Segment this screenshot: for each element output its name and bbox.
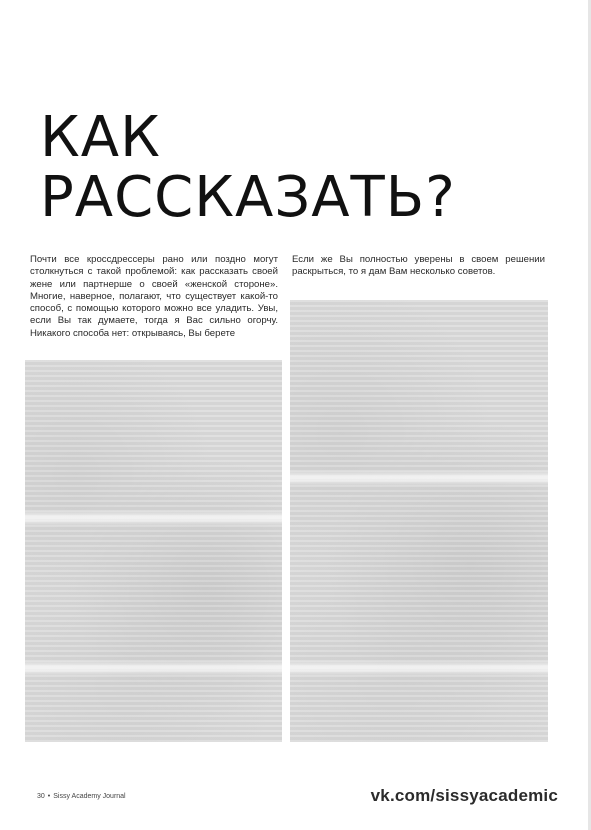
article-title [40, 105, 456, 230]
blurred-content-right [290, 300, 548, 742]
page-number: 30 [37, 793, 45, 800]
left-column-text: Почти все кроссдрессеры рано или поздно могут столкнуться с такой проблемой: как рассказать своей жене или партнерше о своей «женской стороне». Многие, наверное, полагают, что существует какой-то способ, с помощью которого можно все уладить. Увы, если Вы так думаете, тогда я Вас сильно огорчу. Никакого способа нет: открываясь, Вы берете [30, 254, 278, 339]
watermark: vk.com/sissyacademic [370, 786, 558, 805]
right-column-text: Если же Вы полностью уверены в своем решении раскрыться, то я дам Вам несколько советов. [292, 254, 545, 278]
journal-name: Sissy Academy Journal [53, 793, 126, 800]
page-footer [37, 793, 126, 800]
title-line-1: КАК [40, 105, 161, 170]
title-line-2: РАССКАЗАТЬ? [40, 165, 456, 230]
blurred-content-left [25, 360, 282, 742]
footer-separator: • [47, 793, 51, 800]
